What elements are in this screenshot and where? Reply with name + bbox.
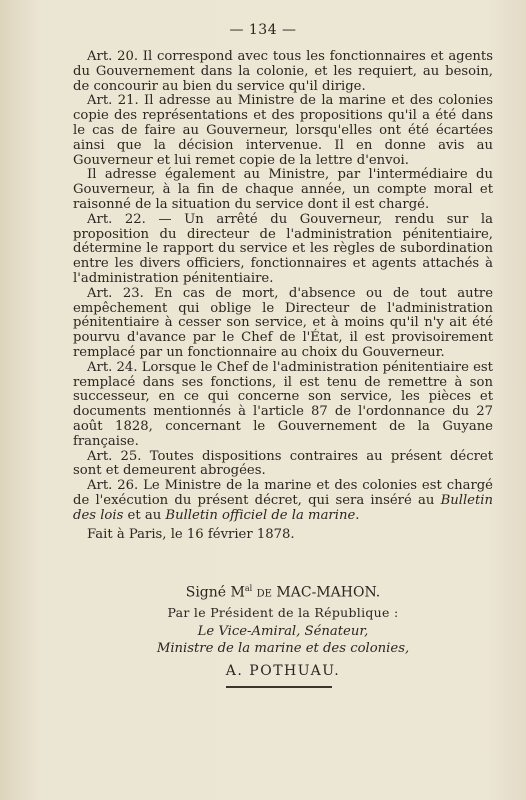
signed-line	[73, 579, 493, 603]
page-number: — 134 —	[229, 22, 297, 38]
paragraph-art-21-report: Il adresse également au Ministre, par l'intermédiaire du Gouverneur, à la fin de chaque année, un compte moral et raisonné de la situation du service dont il est chargé.	[73, 167, 493, 212]
signed-name: MAC-MAHON.	[276, 584, 381, 601]
minister-title-2: Ministre de la marine et des colonies,	[156, 640, 410, 656]
body-text	[73, 50, 493, 542]
paragraph-art-20: Art. 20. Il correspond avec tous les fonctionnaires et agents du Gouvernement dans la colonie, et les requiert, au besoin, de concourir au bien du service qu'il dirige.	[73, 49, 493, 94]
paragraph-art-26	[73, 479, 493, 523]
art-26-end: .	[355, 507, 360, 523]
bulletin-officiel: Bulletin officiel de la marine	[165, 507, 356, 523]
bulletin-des-lois: Bulletin des lois	[73, 492, 493, 523]
art-26-middle: et au	[123, 507, 166, 523]
paragraph-art-21: Art. 21. Il adresse au Ministre de la marine et des colonies copie des représentations et des propositions qu'il a été dans le cas de faire au Gouverneur, lorsqu'elles ont été écartées ainsi que la décision intervenue. Il en donne avis au Gouverneur et lui remet copie de la lettre d'envoi.	[73, 93, 493, 168]
paragraph-art-25: Art. 25. Toutes dispositions contraires au présent décret sont et demeurent abrogées.	[73, 448, 493, 479]
minister-name: A. POTHUAU.	[225, 662, 341, 679]
paragraph-art-24: Art. 24. Lorsque le Chef de l'administration pénitentiaire est remplacé dans ses fonctions, il est tenu de remettre à son successeur, en ce qui concerne son service, les pièces et documents mentionnés à l'article 87 de l'ordonnance du 27 août 1828, concernant le Gouvernement de la Guyane française.	[73, 359, 493, 449]
closing-rule	[226, 686, 332, 688]
signed-de: de	[256, 584, 272, 601]
done-at-line: Fait à Paris, le 16 février 1878.	[87, 526, 295, 542]
art-26-text: Art. 26. Le Ministre de la marine et des colonies est chargé de l'exécution du présent décret, qui sera inséré au	[73, 478, 493, 508]
signature-block	[73, 579, 493, 682]
minister-title-1: Le Vice-Amiral, Sénateur,	[197, 623, 369, 639]
signed-prefix: Signé M	[185, 584, 245, 601]
signed-sup: al	[244, 584, 253, 593]
by-president-line: Par le Président de la République :	[167, 604, 399, 620]
paragraph-art-23: Art. 23. En cas de mort, d'absence ou de tout autre empêchement qui oblige le Directeur de l'administration pénitentiaire à cesser son service, et à moins qu'il n'y ait été pourvu d'avance par le Chef de l'État, il est provisoirement remplacé par un fonctionnaire au choix du Gouverneur.	[73, 285, 493, 360]
paragraph-art-22: Art. 22. — Un arrêté du Gouverneur, rendu sur la proposition du directeur de l'administration pénitentiaire, détermine le rapport du service et les règles de subordination entre les divers officiers, fonctionnaires et agents attachés à l'administration pénitentiaire.	[73, 211, 493, 286]
